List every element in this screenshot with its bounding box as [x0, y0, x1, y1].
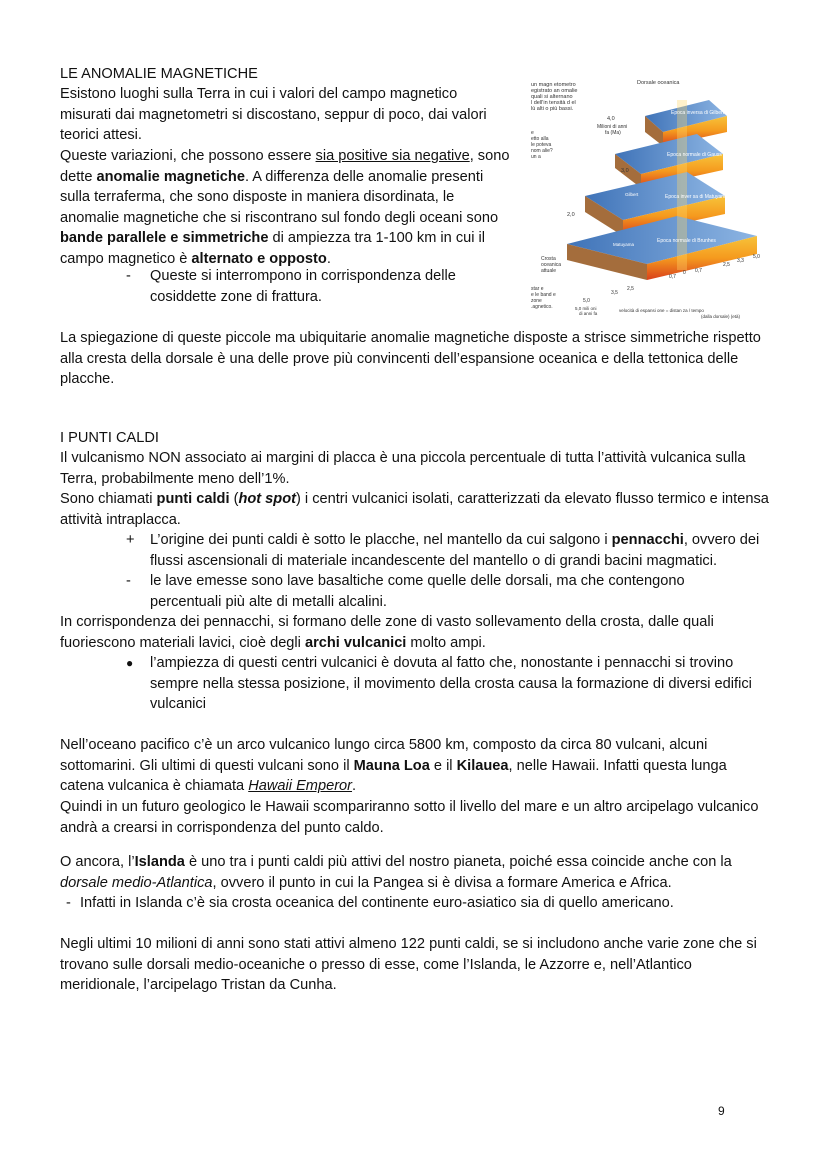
bullet-marker: ●	[126, 656, 134, 670]
paragraph	[60, 328, 780, 390]
text: O ancora, l’	[60, 854, 135, 870]
seafloor-diagram	[527, 76, 773, 324]
bold-text: Islanda	[134, 854, 185, 870]
underlined-text: sia positive sia negative	[315, 148, 470, 164]
tick: 3,5	[611, 290, 618, 296]
underlined-italic-text: Hawaii Emperor	[248, 778, 353, 795]
paragraph	[60, 852, 772, 893]
text: di ampiezza tra 1-100 km in cui il campo magnetico è	[60, 230, 486, 267]
paragraph	[60, 612, 772, 653]
text: , sono dette	[60, 148, 510, 185]
label-top-left: un magn etometro egistrato an omalie quali si alternano l dell'in tensità d el lù alti o più bassi.	[531, 82, 578, 112]
text: ) i centri vulcanici isolati, caratterizzati da elevato flusso termico e intensa attività intraplacca.	[60, 491, 769, 528]
text: è uno tra i punti caldi più attivi del nostro pianeta, poiché essa coincide anche con la	[184, 854, 732, 870]
label-t40: 4,0	[607, 116, 615, 122]
ridge-axis	[677, 100, 687, 270]
paragraph: Quindi in un futuro geologico le Hawaii scompariranno sotto il livello del mare e un altro arcipelago vulcanico andrà a crearsi in corrispondenza del punto caldo.	[60, 799, 759, 836]
tick: 2,5	[723, 262, 730, 268]
tick: 0,7	[669, 274, 676, 280]
label-mil-bottom: 5,0 mili oni di anni fa	[575, 306, 598, 316]
section-title-anomalie: LE ANOMALIE MAGNETICHE	[60, 66, 258, 82]
bullet-marker: -	[126, 573, 131, 589]
text: molto ampi.	[406, 634, 486, 651]
label-gauss: Gauss	[703, 176, 717, 181]
bold-text: bande parallele e simmetriche	[60, 230, 269, 247]
paragraph: Il vulcanismo NON associato ai margini di placca è una piccola percentuale di tutta l’attività vulcanica sulla Terra, probabilmente meno dell’1%.	[60, 450, 746, 487]
bold-italic-text: hot spot	[238, 491, 296, 507]
tick: 2,5	[627, 286, 634, 292]
text: , nelle Hawaii. Infatti questa lunga catena vulcanica è chiamata	[60, 757, 727, 795]
paragraph	[60, 489, 772, 530]
text: (	[229, 491, 239, 507]
bullet-item: Infatti in Islanda c’è sia crosta oceanica del continente euro-asiatico sia di quello americano.	[80, 895, 674, 911]
bullet-item: le lave emesse sono lave basaltiche come quelle delle dorsali, ma che contengono percentuali più alte di metalli alcalini.	[150, 573, 685, 610]
paragraph	[60, 735, 772, 797]
italic-text: dorsale medio-Atlantica	[60, 874, 213, 891]
paragraph: Negli ultimi 10 milioni di anni sono stati attivi almeno 122 punti caldi, se si includono anche varie zone che si trovano sulle dorsali medio-oceaniche o presso di esse, come l’Islanda, le Azzorre e, nell’Atlantico meridionale, l’arcipelago Tristan da Cunha.	[60, 936, 757, 994]
text: Sono chiamati	[60, 491, 157, 507]
bold-text: Kilauea	[456, 757, 509, 774]
tick: 5,0	[583, 298, 590, 304]
label-t30: 3,0	[621, 168, 629, 174]
label-left-mid: e etto alla le poteva nom alie? un a	[531, 130, 553, 160]
text: , ovvero dei flussi ascensionali di materiale incandescente del mantello o di grandi bacini magmatici.	[150, 532, 760, 569]
label-bottom-axis: velocità di espansi one = distan za / tempo (dalla dorsale) (età)	[619, 308, 741, 319]
label-epoch-2: Epoca normale di Gauss	[667, 152, 722, 158]
text: . A differenza delle anomalie presenti sulla terraferma, che sono disposte in maniera disordinata, le anomalie magnetiche che si riscontrano sul fondo degli oceani sono	[60, 168, 499, 226]
paragraph	[60, 84, 510, 146]
paragraph	[60, 146, 516, 270]
label-dorsale: Dorsale oceanica	[637, 80, 680, 86]
magnetic-anomaly-figure	[527, 76, 773, 324]
bold-text: punti caldi	[156, 491, 230, 507]
tick: 5,0	[753, 254, 760, 260]
label-epoch-4: Epoca normale di Brunhes	[657, 238, 716, 244]
bullet-marker: -	[126, 268, 131, 284]
label-gilbert: Gilbert	[625, 192, 639, 197]
tick: 0	[683, 270, 686, 276]
label-milioni: Milioni di anni fa (Ma)	[597, 124, 628, 136]
text: Esistono luoghi sulla Terra in cui i valori del campo magnetico misurati dai magnetometri si discostano, seppur di poco, dai valori teorici attesi.	[60, 86, 487, 144]
label-bottom-left: star e e le band e zone .agnetico.	[531, 286, 556, 310]
bullet-marker: +	[126, 532, 135, 548]
bullet-item	[150, 530, 776, 571]
text: , ovvero il punto in cui la Pangea si è divisa a formare America e Africa.	[212, 874, 672, 891]
bullet-item: l’ampiezza di questi centri vulcanici è dovuta al fatto che, nonostante i pennacchi si trovino sempre nella stessa posizione, il movimento della crosta causa la formazione di diversi edifici vulcanici	[150, 655, 752, 713]
text: La spiegazione di queste piccole ma ubiquitarie anomalie magnetiche disposte a strisce simmetriche rispetto alla cresta della dorsale è una delle prove più convincenti dell’espansione oceanica e della tettonica delle placche.	[60, 330, 761, 388]
bold-text: alternato e opposto	[191, 250, 327, 267]
text: e il	[429, 757, 457, 774]
bold-text: pennacchi	[611, 532, 684, 548]
text: Nell’oceano pacifico c’è un arco vulcanico lungo circa 5800 km, composto da circa 80 vulcani, alcuni sottomarini. Gli ultimi di questi vulcani sono il	[60, 737, 708, 774]
text: L’origine dei punti caldi è sotto le placche, nel mantello da cui salgono i	[150, 532, 612, 548]
label-crosta: Crosta oceanica attuale	[541, 256, 562, 274]
text: In corrispondenza dei pennacchi, si formano delle zone di vasto sollevamento della crosta, dalle quali fuoriescono materiali lavici, cioè degli	[60, 614, 714, 651]
text: Queste variazioni, che possono essere	[60, 148, 316, 164]
bold-text: Mauna Loa	[353, 757, 430, 774]
tick: 3,3	[737, 258, 744, 264]
label-matuyama: Matuyama	[613, 242, 635, 247]
label-epoch-1: Epoca inversa di Gilbert	[671, 110, 725, 116]
bullet-item: Queste si interrompono in corrispondenza delle cosiddette zone di frattura.	[150, 268, 456, 305]
bold-text: archi vulcanici	[304, 634, 407, 651]
page-number: 9	[718, 1104, 725, 1118]
tick: 0,7	[695, 268, 702, 274]
bold-text: anomalie magnetiche	[96, 168, 245, 185]
text: .	[352, 778, 357, 795]
text: .	[326, 250, 331, 267]
label-t20: 2,0	[567, 212, 575, 218]
bullet-marker: -	[66, 895, 71, 911]
label-epoch-3: Epoca inver sa di Matuyama	[665, 194, 729, 200]
section-title-punti-caldi: I PUNTI CALDI	[60, 430, 159, 446]
